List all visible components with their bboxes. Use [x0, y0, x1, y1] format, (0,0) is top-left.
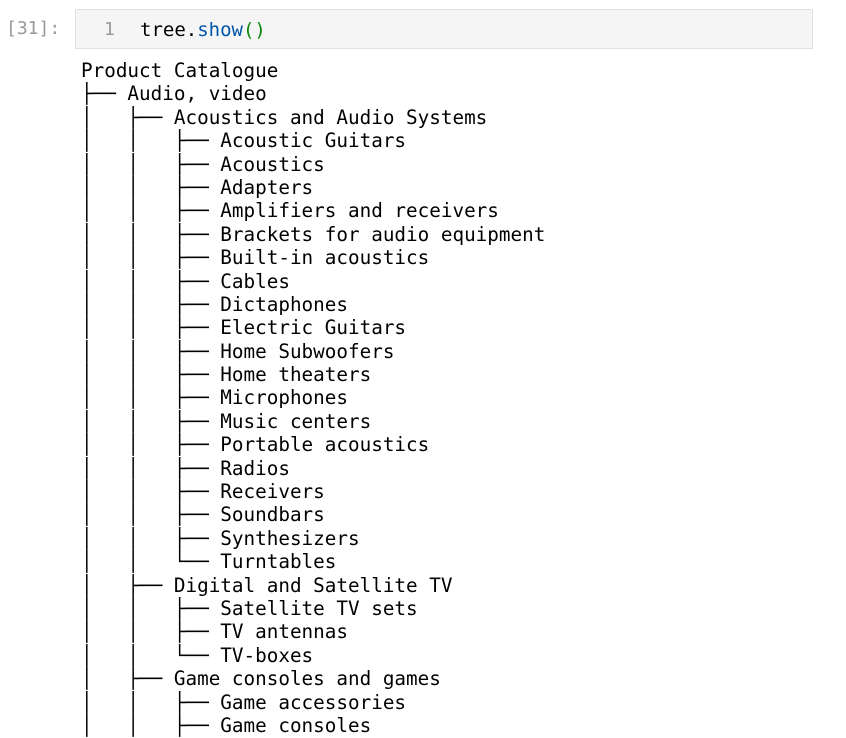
tree-node: │ │ ├── Brackets for audio equipment — [81, 222, 546, 246]
tree-node: │ │ ├── Radios — [81, 456, 290, 480]
tree-node: │ ├── Acoustics and Audio Systems — [81, 105, 488, 129]
code-method: show — [197, 19, 243, 41]
tree-node: │ │ ├── Soundbars — [81, 503, 325, 527]
tree-node: │ │ ├── Cables — [81, 269, 290, 293]
code-object: tree — [140, 19, 186, 41]
tree-node: │ │ ├── Built-in acoustics — [81, 246, 430, 270]
tree-node: │ │ ├── Home Subwoofers — [81, 339, 395, 363]
tree-node: │ │ ├── Receivers — [81, 480, 325, 504]
cell-prompt: [31]: — [6, 18, 61, 39]
tree-node: │ │ ├── Synthesizers — [81, 526, 360, 550]
tree-node: ├── Audio, video — [81, 82, 267, 106]
line-number: 1 — [104, 19, 115, 40]
tree-node: │ │ ├── Home theaters — [81, 363, 372, 387]
tree-node: │ │ ├── Electric Guitars — [81, 316, 407, 340]
tree-root: Product Catalogue — [81, 59, 279, 82]
tree-node: │ │ ├── Acoustic Guitars — [81, 129, 407, 153]
code-dot: . — [185, 19, 198, 41]
code-parens: () — [242, 19, 266, 41]
tree-node: │ ├── Digital and Satellite TV — [81, 573, 453, 597]
tree-node: │ ├── Game consoles and games — [81, 667, 441, 691]
code-line[interactable] — [140, 18, 266, 42]
cell-output — [81, 59, 545, 737]
tree-node: │ │ └── TV-boxes — [81, 643, 314, 667]
tree-node: │ │ ├── Music centers — [81, 409, 372, 433]
tree-node: │ │ ├── Satellite TV sets — [81, 596, 418, 620]
tree-node: │ │ ├── Acoustics — [81, 152, 325, 176]
tree-node: │ │ ├── Game accessories — [81, 690, 407, 714]
tree-node: │ │ ├── Dictaphones — [81, 292, 348, 316]
tree-node: │ │ ├── TV antennas — [81, 620, 348, 644]
tree-node: │ │ └── Turntables — [81, 550, 337, 574]
code-input-area[interactable] — [75, 9, 813, 49]
tree-node: │ │ ├── Amplifiers and receivers — [81, 199, 499, 223]
tree-node: │ │ ├── Portable acoustics — [81, 433, 430, 457]
tree-node: │ │ ├── Microphones — [81, 386, 348, 410]
tree-node: │ │ ├── Adapters — [81, 175, 314, 199]
tree-node: │ │ ├── Game consoles — [81, 713, 372, 737]
